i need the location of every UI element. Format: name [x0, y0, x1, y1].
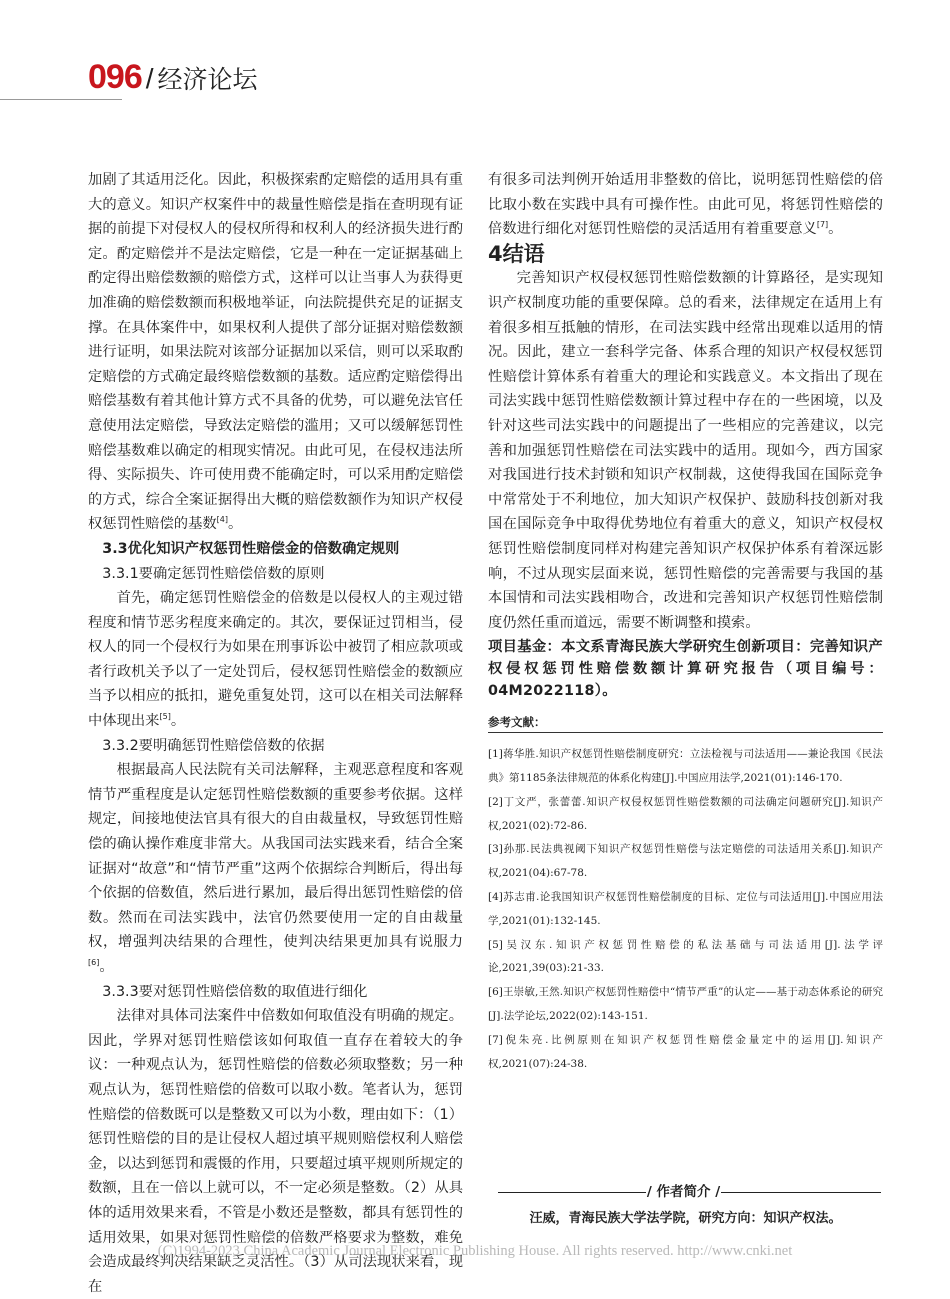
citation[interactable]: [6] [88, 958, 100, 968]
citation[interactable]: [4] [216, 515, 229, 525]
author-section-header [498, 1182, 881, 1202]
reference-item: [7]倪朱亮.比例原则在知识产权惩罚性赔偿金量定中的运用[J].知识产权,2021(07):24-38. [488, 1033, 883, 1070]
subsection-heading-3-3-2: 3.3.2要明确惩罚性赔偿倍数的依据 [102, 737, 325, 754]
funding-note: 项目基金：本文系青海民族大学研究生创新项目：完善知识产权侵权惩罚性赔偿数额计算研究报告（项目编号：04M2022118）。 [488, 639, 883, 700]
reference-list [488, 743, 883, 1076]
copyright-watermark: (C)1994-2023 China Academic Journal Electronic Publishing House. All rights reserved. http://www.cnki.net [157, 1243, 793, 1259]
divider-line [721, 1192, 881, 1193]
citation[interactable]: [7] [816, 220, 829, 230]
citation[interactable]: [5] [159, 712, 171, 722]
body-paragraph: 法律对具体司法案件中倍数如何取值没有明确的规定。因此，学界对惩罚性赔偿该如何取值一直存在着较大的争议：一种观点认为，惩罚性赔偿的倍数必须取整数；另一种观点认为，惩罚性赔偿的倍数可以取小数。笔者认为，惩罚性赔偿的倍数既可以是整数又可以为小数，理由如下：（1）惩罚性赔偿的目的是让侵权人超过填平规则赔偿权利人赔偿金，以达到惩罚和震慑的作用，只要超过填平规则所规定的数额，且在一倍以上就可以，不一定必须是整数。（2）从具体的适用效果来看，不管是小数还是整数，都具有惩罚性的适用效果，如果对惩罚性赔偿的倍数严格要求为整数，难免会造成最终判决结果缺乏灵活性。（3）从司法现状来看，现在 [88, 1008, 463, 1295]
body-paragraph: 根据最高人民法院有关司法解释，主观恶意程度和客观情节严重程度是认定惩罚性赔偿数额的重要参考依据。这样规定，间接地使法官具有很大的自由裁量权，导致惩罚性赔偿的确认操作难度非常大。从我国司法实践来看，结合全案证据对“故意”和“情节严重”这两个依据综合判断后，得出每个依据的倍数值，然后进行累加，最后得出惩罚性赔偿的倍数。然而在司法实践中，法官仍然要使用一定的自由裁量权，增强判决结果的合理性，使判决结果更加具有说服力[6]。 [88, 762, 463, 975]
body-paragraph: 有很多司法判例开始适用非整数的倍比，说明惩罚性赔偿的倍比取小数在实践中具有可操作性。由此可见，将惩罚性赔偿的倍数进行细化对惩罚性赔偿的灵活适用有着重要意义[7]。 [488, 172, 883, 238]
left-column [88, 168, 463, 1299]
page-number: 096 [88, 58, 142, 96]
reference-item: [4]苏志甫.论我国知识产权惩罚性赔偿制度的目标、定位与司法适用[J].中国应用法学,2021(01):132-145. [488, 891, 883, 927]
references-label: 参考文献： [488, 714, 883, 733]
reference-item: [2]丁文严，张蕾蕾.知识产权侵权惩罚性赔偿数额的司法确定问题研究[J].知识产权,2021(02):72-86. [488, 795, 883, 832]
reference-item: [6]王崇敏,王然.知识产权惩罚性赔偿中“情节严重”的认定——基于动态体系论的研究[J].法学论坛,2022(02):143-151. [488, 986, 883, 1023]
subsection-heading-3-3-1: 3.3.1要确定惩罚性赔偿倍数的原则 [102, 565, 325, 582]
reference-item: [3]孙那.民法典视阈下知识产权惩罚性赔偿与法定赔偿的司法适用关系[J].知识产权,2021(04):67-78. [488, 843, 883, 880]
header-rule [0, 99, 122, 100]
header-separator: / [145, 63, 154, 94]
subsection-heading-3-3-3: 3.3.3要对惩罚性赔偿倍数的取值进行细化 [102, 983, 368, 1000]
reference-item: [5]吴汉东.知识产权惩罚性赔偿的私法基础与司法适用[J].法学评论,2021,39(03):21-33. [488, 938, 883, 975]
running-header [88, 58, 258, 97]
journal-name: 经济论坛 [157, 65, 258, 94]
conclusion-paragraph: 完善知识产权侵权惩罚性赔偿数额的计算路径，是实现知识产权制度功能的重要保障。总的看来，法律规定在适用上有着很多相互抵触的情形，在司法实践中经常出现难以适用的情况。因此，建立一套科学完备、体系合理的知识产权侵权惩罚性赔偿计算体系有着重大的理论和实践意义。本文指出了现在司法实践中惩罚性赔偿数额计算过程中存在的一些困境，以及针对这些司法实践中的问题提出了一些相应的完善建议，以完善和加强惩罚性赔偿在司法实践中的适用。现如今，西方国家对我国进行技术封锁和知识产权制裁，这使得我国在国际竞争中常常处于不利地位，加大知识产权保护、鼓励科技创新对我国在国际竞争中取得优势地位有着重大的意义，知识产权侵权惩罚性赔偿制度同样对构建完善知识产权保护体系有着深远影响，不过从现实层面来说，惩罚性赔偿的完善需要与我国的基本国情和司法实践相吻合，改进和完善知识产权惩罚性赔偿制度仍然任重而道远，需要不断调整和摸索。 [488, 270, 883, 631]
body-paragraph: 加剧了其适用泛化。因此，积极探索酌定赔偿的适用具有重大的意义。知识产权案件中的裁量性赔偿是指在查明现有证据的前提下对侵权人的侵权所得和权利人的经济损失进行酌定。酌定赔偿并不是法定赔偿，它是一种在一定证据基础上酌定得出赔偿数额的赔偿方式，这样可以让当事人为获得更加准确的赔偿数额而积极地举证，向法院提供充足的证据支撑。在具体案件中，如果权利人提供了部分证据对赔偿数额进行证明，如果法院对该部分证据加以采信，则可以采取酌定赔偿的方式确定最终赔偿数额的基数。适应酌定赔偿得出赔偿基数有着其他计算方式不具备的优势，可以避免法官任意使用法定赔偿，导致法定赔偿的滥用；又可以缓解惩罚性赔偿基数难以确定的相现实情况。由此可见，在侵权违法所得、实际损失、许可使用费不能确定时，可以采用酌定赔偿的方式，综合全案证据得出大概的赔偿数额作为知识产权侵权惩罚性赔偿的基数[4]。 [88, 172, 463, 533]
divider-line [498, 1192, 646, 1193]
author-title: / 作者简介 / [646, 1184, 721, 1200]
section-heading-4: 4结语 [488, 241, 545, 266]
reference-item: [1]蒋华胜.知识产权惩罚性赔偿制度研究：立法检视与司法适用——兼论我国《民法典》第1185条法律规范的体系化构建[J].中国应用法学,2021(01):146-170. [488, 748, 883, 785]
author-info: 汪威，青海民族大学法学院，研究方向：知识产权法。 [529, 1211, 842, 1226]
section-heading-3-3: 3.3优化知识产权惩罚性赔偿金的倍数确定规则 [102, 540, 400, 557]
right-column [488, 168, 883, 1076]
body-paragraph: 首先，确定惩罚性赔偿金的倍数是以侵权人的主观过错程度和情节恶劣程度来确定的。其次，要保证过罚相当，侵权人的同一个侵权行为如果在刑事诉讼中被罚了相应款项或者行政机关予以了一定处罚后，侵权惩罚性赔偿金的数额应当予以相应的抵扣，避免重复处罚，这可以在相关司法解释中体现出来[5]。 [88, 590, 463, 730]
